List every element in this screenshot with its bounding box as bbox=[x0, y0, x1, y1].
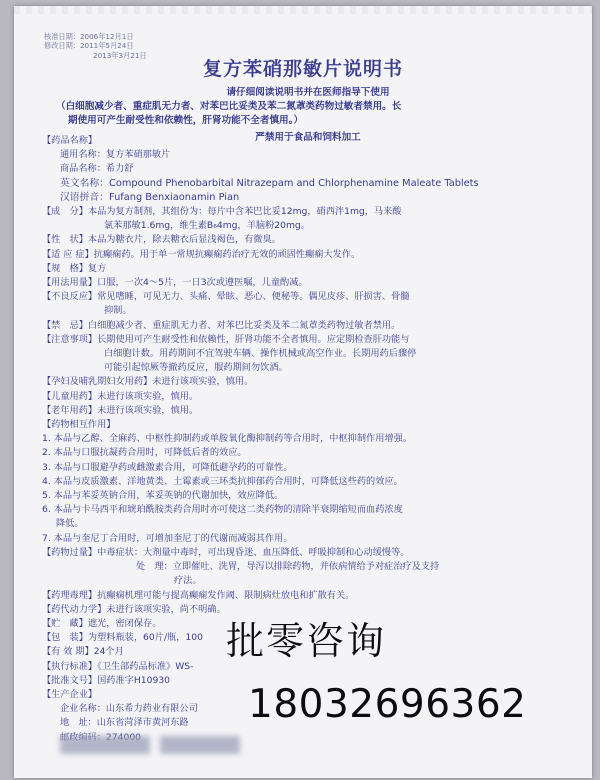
ingredients-cont: 氯苯那敏1.6mg，维生素B₆4mg，羊脑粉20mg。 bbox=[104, 220, 310, 232]
section-indications: 【适 应 症】抗癫痫药。用于单一常规抗癫痫药治疗无效的顽固性癫痫大发作。 bbox=[42, 248, 361, 260]
section-packaging: 【包 装】为塑料瓶装，60片/瓶，100 bbox=[42, 632, 203, 644]
overdose-treatment-cont: 疗法。 bbox=[174, 575, 202, 587]
interaction-5: 5. 本品与苯妥英钠合用，苯妥英钠的代谢加快，效应降低。 bbox=[42, 490, 284, 502]
section-geriatric: 【老年用药】未进行该项实验，慎用。 bbox=[42, 404, 199, 416]
section-shelf-life: 【有 效 期】24个月 bbox=[42, 646, 124, 658]
section-contraindications: 【禁 忌】白细胞减少者、重症肌无力者、对苯巴比妥类及苯二氮䓬类药物过敏者禁用。 bbox=[42, 319, 401, 331]
section-standard: 【执行标准】《卫生部药品标准》WS- bbox=[42, 660, 194, 672]
interaction-1: 1. 本品与乙醇、全麻药、中枢性抑制药或单胺氧化酶抑制药等合用时，中枢抑制作用增强。 bbox=[42, 433, 412, 445]
precautions-cont-1: 白细胞计数。用药期间不宜驾驶车辆、操作机械或高空作业。长期用药后骤停 bbox=[104, 348, 417, 360]
section-storage: 【贮 藏】遮光，密闭保存。 bbox=[42, 617, 162, 629]
section-appearance: 【性 状】本品为糖衣片，除去糖衣后显浅褐色，有微臭。 bbox=[42, 234, 281, 246]
interaction-6: 6. 本品与卡马西平和琥珀酰胺类药合用时亦可使这二类药物的清除半衰期缩短而血药浓度 bbox=[42, 504, 403, 516]
blurred-region-1 bbox=[60, 736, 150, 754]
section-ingredients: 【成 分】本品为复方制剂，其组份为：每片中含苯巴比妥12mg，硝西泮1mg，马来酸 bbox=[42, 206, 402, 218]
section-manufacturer: 【生产企业】 bbox=[42, 688, 98, 700]
interaction-7: 7. 本品与奎尼丁合用时，可增加奎尼丁的代谢而减弱其作用。 bbox=[42, 532, 293, 544]
interaction-2: 2. 本品与口服抗凝药合用时，可降低后者的效应。 bbox=[42, 447, 247, 459]
precautions-cont-2: 可能引起惊厥等撤药反应，服药期间勿饮酒。 bbox=[104, 362, 288, 374]
interaction-6-cont: 降低。 bbox=[56, 518, 84, 530]
document-title: 复方苯硝那敏片说明书 bbox=[202, 58, 403, 80]
section-approval-number: 【批准文号】国药准字H10930 bbox=[42, 674, 171, 686]
section-precautions: 【注意事项】长期使用可产生耐受性和依赖性，肝肾功能不全者慎用。应定期检查肝功能与 bbox=[42, 333, 410, 345]
brand-name: 商品名称：希力舒 bbox=[60, 163, 134, 175]
company-address: 地 址：山东省菏泽市黄河东路 bbox=[60, 717, 189, 729]
section-dosage: 【用法用量】口服，一次4～5片，一日3次或遵医嘱，儿童酌减。 bbox=[42, 277, 308, 289]
pinyin-name: 汉语拼音：Fufang Benxiaonamin Pian bbox=[60, 191, 240, 203]
overdose-treatment: 处 理：立即催吐、洗胃，导泻以排除药物，并依病情给予对症治疗及支持 bbox=[136, 561, 440, 573]
section-adverse: 【不良反应】常见嗜睡，可见无力、头痛、晕眩、恶心、便秘等。偶见皮疹、肝损害、骨髓 bbox=[42, 291, 410, 303]
phone-number: 18032696362 bbox=[248, 682, 527, 727]
company-name: 企业名称：山东希力药业有限公司 bbox=[60, 703, 198, 715]
warning-line-1: （白细胞减少者、重症肌无力者、对苯巴比妥类及苯二氮䓬类药物过敏者禁用。长 bbox=[56, 101, 402, 112]
section-overdose: 【药物过量】中毒症状：大剂量中毒时，可出现昏迷、血压降低、呼吸抑制和心动缓慢等。 bbox=[42, 546, 410, 558]
section-pharmacokinetics: 【药代动力学】未进行该项实验，尚不明确。 bbox=[42, 603, 226, 615]
read-notice: 请仔细阅读说明书并在医师指导下使用 bbox=[226, 87, 390, 98]
english-name: 英文名称：Compound Phenobarbital Nitrazepam and Chlorphenamine Maleate Tablets bbox=[60, 177, 479, 189]
generic-name: 通用名称：复方苯硝那敏片 bbox=[60, 149, 171, 161]
section-pregnancy: 【孕妇及哺乳期妇女用药】未进行该项实验，慎用。 bbox=[42, 376, 254, 388]
torn-edge bbox=[14, 6, 592, 14]
revision-date-2: 2013年3月21日 bbox=[93, 50, 147, 60]
blurred-region-2 bbox=[160, 736, 240, 754]
warning-text bbox=[44, 100, 572, 128]
wholesale-watermark: 批零咨询 bbox=[226, 619, 387, 663]
approval-date: 核准日期：2006年12月1日 bbox=[44, 32, 134, 41]
section-pharmacology: 【药理毒理】抗癫痫机理可能与提高癫痫发作阈、限制病灶放电和扩散有关。 bbox=[42, 589, 355, 601]
section-interactions: 【药物相互作用】 bbox=[42, 419, 116, 431]
revision-date: 修改日期：2011年5月24日 bbox=[44, 41, 134, 51]
section-pediatric: 【儿童用药】未进行该项实验，慎用。 bbox=[42, 390, 199, 402]
section-drug-name: 【药品名称】 bbox=[42, 135, 98, 146]
food-warning: 严禁用于食品和饲料加工 bbox=[255, 132, 361, 143]
interaction-3: 3. 本品与口服避孕药或雌激素合用，可降低避孕药的可靠性。 bbox=[42, 461, 293, 473]
adverse-cont: 抑制。 bbox=[104, 305, 132, 317]
warning-line-2: 期使用可产生耐受性和依赖性，肝肾功能不全者慎用。） bbox=[68, 115, 304, 126]
interaction-4: 4. 本品与皮质激素、洋地黄类、土霉素或三环类抗抑郁药合用时，可降低这些药的效应。 bbox=[42, 475, 403, 487]
section-spec: 【规 格】复方 bbox=[42, 262, 107, 274]
